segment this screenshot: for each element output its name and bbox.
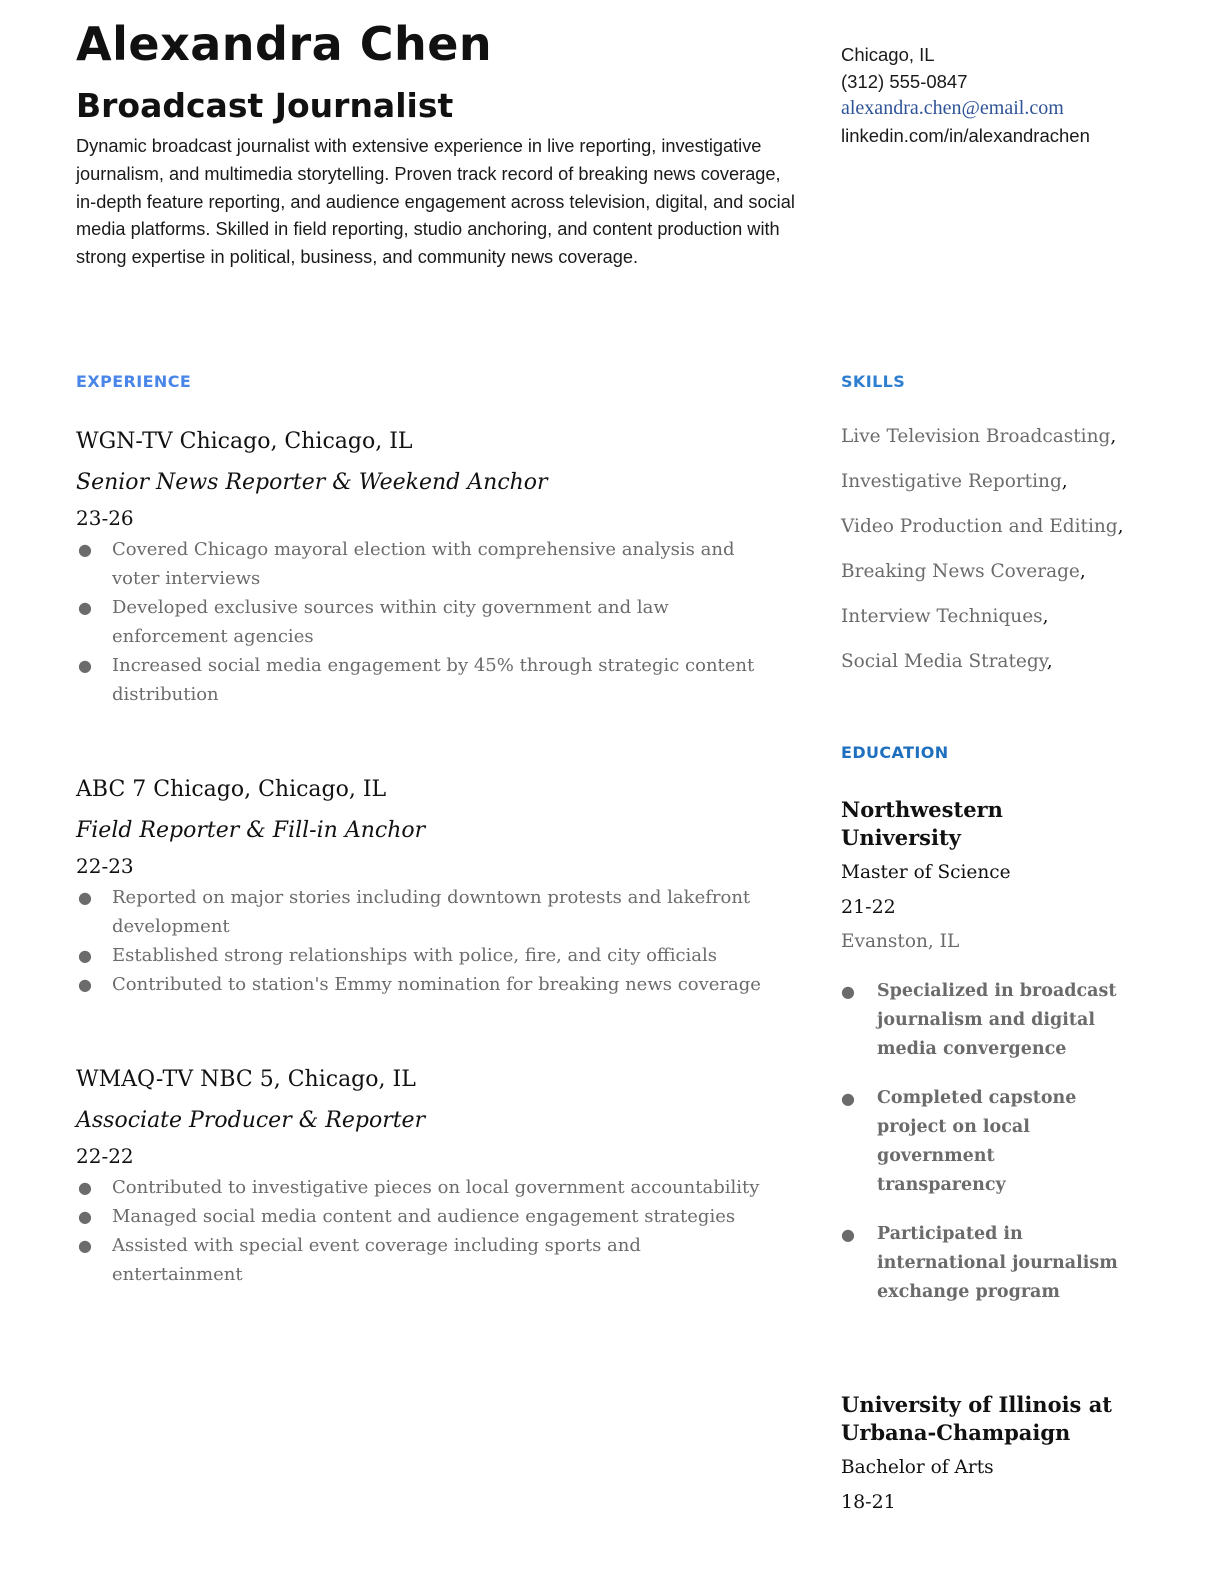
skills-heading: SKILLS — [841, 372, 906, 391]
bullet-icon: ● — [841, 1089, 855, 1108]
professional-summary: Dynamic broadcast journalist with extensive experience in live reporting, investigative journalism, and multimedia storytelling. Proven track record of breaking news coverage, in-depth feature reporting, and audience engagement across television, digital, and social media platforms. Skilled in field reporting, studio anchoring, and content production with strong expertise in political, business, and community news coverage. — [76, 136, 795, 268]
skill-item — [841, 422, 1201, 452]
candidate-title: Broadcast Journalist — [76, 86, 454, 125]
skill-item — [841, 557, 1201, 587]
bullet-icon: ● — [78, 1178, 92, 1197]
bullet-text: Established strong relationships with police, fire, and city officials — [112, 945, 718, 966]
bullet-text: Participated in international journalism exchange program — [877, 1224, 1118, 1302]
contact-linkedin: linkedin.com/in/alexandrachen — [841, 125, 1090, 146]
skill-item — [841, 467, 1201, 497]
experience-entry — [76, 1065, 776, 1289]
job-dates: 22-22 — [76, 1144, 134, 1168]
job-bullets — [76, 535, 776, 709]
skills-list — [841, 422, 1201, 692]
job-dates: 22-23 — [76, 854, 134, 878]
skill-separator: , — [1046, 651, 1053, 672]
bullet-icon: ● — [78, 946, 92, 965]
education-bullet — [841, 1220, 1121, 1307]
bullet-icon: ● — [78, 1236, 92, 1255]
skill-item — [841, 647, 1201, 677]
employer-name: WMAQ-TV NBC 5, Chicago, IL — [76, 1067, 416, 1092]
job-role: Senior News Reporter & Weekend Anchor — [76, 470, 548, 495]
skill-item — [841, 512, 1201, 542]
skill-label: Breaking News Coverage — [841, 561, 1080, 582]
degree: Master of Science — [841, 862, 1011, 883]
bullet-text: Specialized in broadcast journalism and digital media convergence — [877, 981, 1117, 1059]
employer-name: WGN-TV Chicago, Chicago, IL — [76, 429, 413, 454]
bullet-icon: ● — [78, 656, 92, 675]
contact-phone: (312) 555-0847 — [841, 71, 968, 92]
bullet-text: Reported on major stories including downtown protests and lakefront development — [112, 887, 751, 937]
bullet-icon: ● — [841, 982, 855, 1001]
bullet-text: Covered Chicago mayoral election with comprehensive analysis and voter interviews — [112, 539, 735, 589]
bullet-text: Contributed to investigative pieces on local government accountability — [112, 1177, 760, 1198]
education-bullet — [841, 1084, 1121, 1200]
contact-email-link[interactable]: alexandra.chen@email.com — [841, 97, 1064, 119]
skill-label: Investigative Reporting — [841, 471, 1062, 492]
education-entry — [841, 796, 1121, 1327]
bullet-icon: ● — [841, 1225, 855, 1244]
job-bullet — [76, 941, 776, 970]
skill-label: Video Production and Editing — [841, 516, 1118, 537]
school-name: Northwestern University — [841, 797, 1003, 850]
skill-separator: , — [1117, 516, 1124, 537]
experience-entry — [76, 775, 776, 999]
skill-item — [841, 602, 1201, 632]
job-dates: 23-26 — [76, 506, 134, 530]
bullet-text: Managed social media content and audience engagement strategies — [112, 1206, 736, 1227]
education-heading: EDUCATION — [841, 743, 949, 762]
contact-location: Chicago, IL — [841, 44, 935, 65]
skill-separator: , — [1110, 426, 1117, 447]
job-bullet — [76, 535, 776, 593]
experience-entry — [76, 427, 776, 709]
bullet-icon: ● — [78, 1207, 92, 1226]
bullet-text: Completed capstone project on local government transparency — [877, 1088, 1077, 1195]
candidate-name: Alexandra Chen — [76, 17, 493, 71]
skill-separator: , — [1061, 471, 1068, 492]
bullet-icon: ● — [78, 975, 92, 994]
education-dates: 21-22 — [841, 896, 896, 918]
skill-label: Interview Techniques — [841, 606, 1043, 627]
education-bullets — [841, 977, 1121, 1307]
school-name: University of Illinois at Urbana-Champaign — [841, 1392, 1113, 1445]
experience-heading: EXPERIENCE — [76, 372, 192, 391]
skill-label: Live Television Broadcasting — [841, 426, 1111, 447]
skill-label: Social Media Strategy — [841, 651, 1047, 672]
education-dates: 18-21 — [841, 1491, 896, 1513]
education-location: Evanston, IL — [841, 931, 960, 952]
job-bullet — [76, 970, 776, 999]
bullet-text: Increased social media engagement by 45% through strategic content distribution — [112, 655, 755, 705]
job-bullet — [76, 883, 776, 941]
degree: Bachelor of Arts — [841, 1457, 994, 1478]
bullet-text: Assisted with special event coverage including sports and entertainment — [112, 1235, 641, 1285]
bullet-icon: ● — [78, 888, 92, 907]
contact-info — [841, 41, 1211, 149]
bullet-text: Contributed to station's Emmy nomination for breaking news coverage — [112, 974, 761, 995]
employer-name: ABC 7 Chicago, Chicago, IL — [76, 777, 387, 802]
education-bullet — [841, 977, 1121, 1064]
job-role: Field Reporter & Fill-in Anchor — [76, 818, 426, 843]
job-bullets — [76, 1173, 776, 1289]
job-bullet — [76, 593, 776, 651]
bullet-icon: ● — [78, 540, 92, 559]
bullet-text: Developed exclusive sources within city government and law enforcement agencies — [112, 597, 669, 647]
job-bullets — [76, 883, 776, 999]
bullet-icon: ● — [78, 598, 92, 617]
skill-separator: , — [1079, 561, 1086, 582]
job-role: Associate Producer & Reporter — [76, 1108, 426, 1133]
job-bullet — [76, 1173, 776, 1202]
skill-separator: , — [1042, 606, 1049, 627]
job-bullet — [76, 651, 776, 709]
job-bullet — [76, 1231, 776, 1289]
job-bullet — [76, 1202, 776, 1231]
education-entry — [841, 1391, 1121, 1515]
